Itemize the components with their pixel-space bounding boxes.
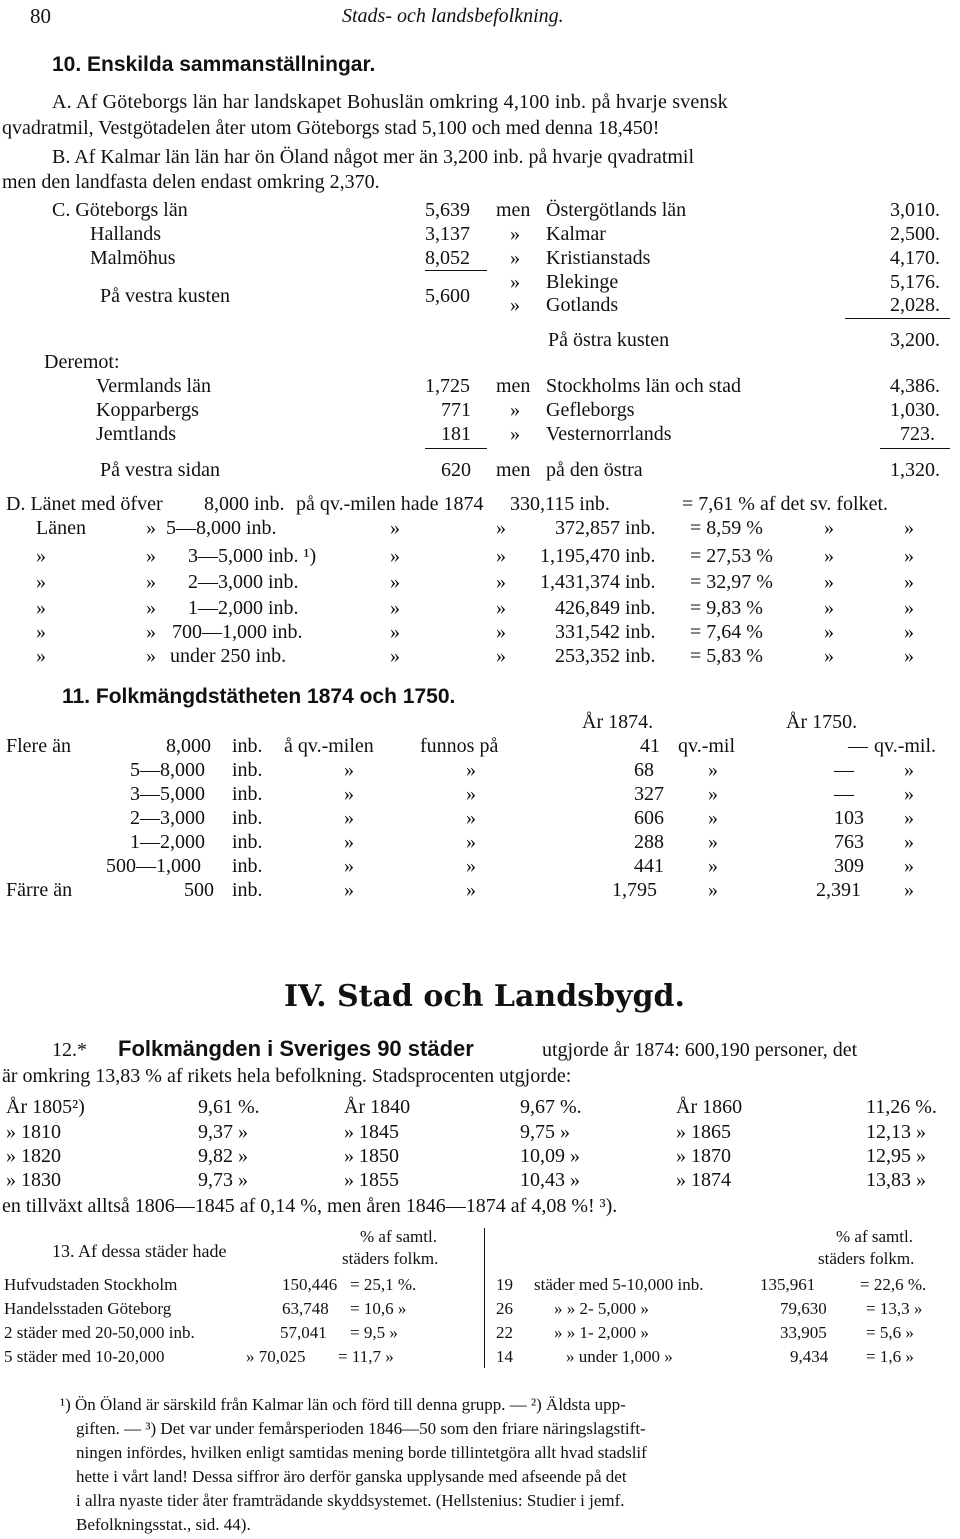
footnote-line: hette i vårt land! Dessa siffror äro derför ganska upplysande med afseende på det [76,1467,627,1486]
d-row-ditto: » [390,571,400,593]
city-group-count: 26 [496,1299,513,1318]
c-left-label: Hallands [90,223,162,245]
c-right-label: Östergötlands län [546,199,687,221]
row-unit: inb. [232,759,263,781]
value-1874: 327 [634,783,664,805]
d-row-range: 1—2,000 inb. [188,597,299,619]
d-row-percent: = 8,59 % [690,517,763,539]
d-row-percent: = 5,83 % [690,645,763,667]
year-percent: 12,95 » [866,1145,926,1167]
year-label: » 1820 [6,1145,61,1167]
unit-1750: » [904,783,914,805]
d-row-label: Länen [36,517,86,539]
d-row-percent: = 9,83 % [690,597,763,619]
c-left-label: Malmöhus [90,247,176,269]
value-1874: 1,795 [612,879,657,901]
d-right-value: 1,030. [890,399,940,421]
c-right-label: Kalmar [546,223,606,245]
d-row-ditto: » [36,621,46,643]
year-label: » 1850 [344,1145,399,1167]
unit-1874: » [708,807,718,829]
row-text: » [344,855,354,877]
c-right-value: 5,176. [890,271,940,293]
para-b-line2: men den landfasta delen endast omkring 2,370. [2,171,380,193]
value-1874: 41 [640,735,660,757]
row-text: » [344,783,354,805]
city-group-label: » » 2- 5,000 » [554,1299,649,1318]
row-unit: inb. [232,855,263,877]
unit-1874: » [708,783,718,805]
row-range: 1—2,000 [130,831,205,853]
unit-1750: » [904,831,914,853]
section-12-text: utgjorde år 1874: 600,190 personer, det [542,1039,858,1061]
city-group-label: » » 1- 2,000 » [554,1323,649,1342]
year-percent: 10,43 » [520,1169,580,1191]
d-row-range: under 250 inb. [170,645,287,667]
city-group-count: 14 [496,1347,513,1366]
year-label: År 1805²) [6,1096,85,1118]
sum-rule [845,318,950,319]
unit-1874: » [708,759,718,781]
d-row-population: 331,542 inb. [555,621,656,643]
value-1874: 288 [634,831,664,853]
city-group-population: 135,961 [760,1275,816,1294]
col-header-right: städers folkm. [818,1249,915,1268]
year-label: » 1865 [676,1121,731,1143]
c-right-prefix: » [510,271,520,293]
c-left-label: På vestra kusten [100,285,230,307]
unit-1750: » [904,759,914,781]
row-text: » [466,879,476,901]
value-1750: — [848,735,868,757]
running-title: Stads- och landsbefolkning. [342,5,564,27]
d-right-value: 1,320. [890,459,940,481]
unit-1750: » [904,807,914,829]
c-right-label: Blekinge [546,271,619,293]
row-text: » [344,831,354,853]
row-range: 3—5,000 [130,783,205,805]
d-row-ditto: » [390,545,400,567]
d-row-ditto: » [146,545,156,567]
city-group-population: 79,630 [780,1299,827,1318]
c-right-prefix: » [510,247,520,269]
d-right-prefix: men [496,459,531,481]
d-row-ditto: » [146,517,156,539]
d-row-ditto: » [496,571,506,593]
column-header-1874: År 1874. [582,711,654,733]
d-row-ditto: » [496,621,506,643]
row-range: 500—1,000 [106,855,201,877]
d-row-ditto: » [904,517,914,539]
page-number: 80 [30,4,51,28]
c-right-prefix: men [496,199,531,221]
city-group-population: 63,748 [282,1299,329,1318]
city-group-count: 22 [496,1323,513,1342]
d-row-ditto: » [904,545,914,567]
value-1750: 2,391 [816,879,861,901]
row-unit: inb. [232,831,263,853]
chapter-heading: IV. Stad och Landsbygd. [284,979,685,1014]
footnote-line: ¹) Ön Öland är särskild från Kalmar län och förd till denna grupp. — ²) Äldsta upp- [60,1395,626,1414]
para-b-line1: B. Af Kalmar län län har ön Öland något mer än 3,200 inb. på hvarje qvadratmil [52,146,695,168]
city-group-percent: = 13,3 » [866,1299,923,1318]
footnote-line: i allra nyaste tider åter framträdande skyddsystemet. (Hellstenius: Studier i jemf. [76,1491,625,1510]
row-range: 8,000 [166,735,211,757]
value-1750: — [834,783,854,805]
d-row-ditto: » [390,597,400,619]
d-row-ditto: » [904,621,914,643]
para-a-line2: qvadratmil, Vestgötadelen åter utom Göteborgs stad 5,100 och med denna 18,450! [2,117,660,139]
col-header-right: % af samtl. [836,1227,913,1246]
year-label: År 1860 [676,1096,743,1118]
d-right-prefix: » [510,399,520,421]
d-row-ditto: » [496,517,506,539]
c-right-prefix: » [510,223,520,245]
d-row-ditto: » [146,621,156,643]
city-group-percent: = 25,1 %. [350,1275,417,1294]
d-row-range: 8,000 inb. [204,493,285,515]
value-1874: 441 [634,855,664,877]
d-left-label: På vestra sidan [100,459,220,481]
d-row-percent: = 32,97 % [690,571,773,593]
d-row-label: D. Länet med öfver [6,493,163,515]
footnote-line: giften. — ³) Det var under femårsperioden 1846—50 som den friare näringslagstift- [76,1419,646,1438]
year-label: » 1830 [6,1169,61,1191]
d-row-ditto: » [904,571,914,593]
row-text: » [466,783,476,805]
d-row-population: 426,849 inb. [555,597,656,619]
city-group-label: 5 städer med 10-20,000 [4,1347,165,1366]
year-label: » 1855 [344,1169,399,1191]
city-group-percent: = 11,7 » [338,1347,394,1366]
year-percent: 9,67 %. [520,1096,582,1118]
value-1750: 309 [834,855,864,877]
c-left-label: C. Göteborgs län [52,199,188,221]
c-left-value: 5,600 [425,285,470,307]
row-text: » [344,807,354,829]
unit-1874: qv.-mil [678,735,736,757]
d-row-population: 1,431,374 inb. [540,571,656,593]
unit-1874: » [708,831,718,853]
d-right-label: på den östra [546,459,643,481]
city-group-population: 57,041 [280,1323,327,1342]
d-row-ditto: » [36,571,46,593]
d-row-percent: = 7,61 % af det sv. folket. [682,493,889,515]
row-range: 5—8,000 [130,759,205,781]
section-12-tail: en tillväxt alltså 1806—1845 af 0,14 %, men åren 1846—1874 af 4,08 %! ³). [2,1195,618,1217]
city-group-percent: = 9,5 » [350,1323,398,1342]
unit-1750: » [904,855,914,877]
column-header-1750: År 1750. [786,711,858,733]
d-row-range: 700—1,000 inb. [172,621,303,643]
city-group-label: städer med 5-10,000 inb. [534,1275,704,1294]
city-group-population: 9,434 [790,1347,829,1366]
c-right-value: 3,010. [890,199,940,221]
city-group-percent: = 1,6 » [866,1347,914,1366]
d-right-value: 4,386. [890,375,940,397]
city-group-label: 2 städer med 20-50,000 inb. [4,1323,195,1342]
d-row-population: 253,352 inb. [555,645,656,667]
c-left-value: 3,137 [425,223,470,245]
d-row-ditto: » [824,517,834,539]
row-text: » [344,759,354,781]
row-unit: inb. [232,807,263,829]
col-header-left: städers folkm. [342,1249,439,1268]
sum-rule [880,448,950,449]
d-row-ditto: » [824,621,834,643]
section-13-intro: 13. Af dessa städer hade [52,1241,227,1261]
d-row-ditto: » [904,597,914,619]
d-row-ditto: » [36,545,46,567]
d-left-label: Kopparbergs [96,399,199,421]
unit-1874: » [708,879,718,901]
row-text: » [466,831,476,853]
c-left-value: 8,052 [425,247,470,269]
c-right-prefix: » [510,294,520,316]
value-1874: 68 [634,759,654,781]
d-row-ditto: » [146,645,156,667]
d-left-label: Jemtlands [96,423,176,445]
section-10-title: 10. Enskilda sammanställningar. [52,53,376,76]
year-percent: 9,37 » [198,1121,248,1143]
d-row-range: 2—3,000 inb. [188,571,299,593]
d-row-ditto: » [146,597,156,619]
year-percent: 9,73 » [198,1169,248,1191]
para-a-line1: A. Af Göteborgs län har landskapet Bohuslän omkring 4,100 inb. på hvarje svensk [52,91,728,113]
city-group-label: Hufvudstaden Stockholm [4,1275,178,1294]
row-text: » [344,879,354,901]
d-right-label: Gefleborgs [546,399,635,421]
year-percent: 11,26 %. [866,1096,937,1118]
sum-rule [425,448,487,449]
city-group-percent: = 5,6 » [866,1323,914,1342]
unit-1750: qv.-mil. [874,735,937,757]
col-header-left: % af samtl. [360,1227,437,1246]
d-left-value: 181 [441,423,471,445]
row-unit: inb. [232,783,263,805]
d-right-prefix: men [496,375,531,397]
city-group-percent: = 10,6 » [350,1299,407,1318]
section-12-title: Folkmängden i Sveriges 90 städer [118,1036,474,1061]
d-row-ditto: » [824,597,834,619]
row-text: » [466,759,476,781]
row-text: å qv.-milen [284,735,374,757]
row-unit: inb. [232,735,263,757]
c-right-value: 4,170. [890,247,940,269]
c-right-value: 2,028. [890,294,940,316]
section-11-title: 11. Folkmängdstätheten 1874 och 1750. [62,685,456,708]
d-row-population: 1,195,470 inb. [540,545,656,567]
row-range: 2—3,000 [130,807,205,829]
c-left-value: 5,639 [425,199,470,221]
d-row-ditto: » [496,545,506,567]
sum-rule [425,270,487,271]
d-left-value: 1,725 [425,375,470,397]
row-text: » [466,855,476,877]
d-right-label: Stockholms län och stad [546,375,741,397]
year-percent: 9,75 » [520,1121,570,1143]
unit-1874: » [708,855,718,877]
d-left-value: 620 [441,459,471,481]
row-unit: inb. [232,879,263,901]
deremot-label: Deremot: [44,351,120,373]
d-row-ditto: » [36,597,46,619]
year-percent: 12,13 » [866,1121,926,1143]
city-group-count: 19 [496,1275,513,1294]
year-label: » 1810 [6,1121,61,1143]
d-right-prefix: » [510,423,520,445]
d-row-ditto: » [496,597,506,619]
footnote-line: ningen infördes, hvilken enligt samtidas mening borde tillintetgöra allt hvad stadslif [76,1443,647,1462]
value-1750: — [834,759,854,781]
unit-1750: » [904,879,914,901]
c-right-value: 3,200. [890,329,940,351]
d-row-ditto: » [904,645,914,667]
d-row-ditto: » [824,545,834,567]
d-left-label: Vermlands län [96,375,211,397]
footnote-line: Befolkningsstat., sid. 44). [76,1515,251,1534]
city-group-population: 150,446 [282,1275,338,1294]
d-row-percent: = 27,53 % [690,545,773,567]
year-percent: 13,83 » [866,1169,926,1191]
d-right-value: 723. [900,423,935,445]
c-right-label: Kristianstads [546,247,651,269]
d-row-ditto: » [496,645,506,667]
section-12-text: är omkring 13,83 % af rikets hela befolkning. Stadsprocenten utgjorde: [2,1065,572,1087]
year-label: » 1870 [676,1145,731,1167]
d-row-text: på qv.-milen hade 1874 [296,493,484,515]
d-right-label: Vesternorrlands [546,423,672,445]
value-1750: 103 [834,807,864,829]
year-percent: 9,82 » [198,1145,248,1167]
d-row-population: 330,115 inb. [510,493,610,515]
d-row-ditto: » [146,571,156,593]
row-text: » [466,807,476,829]
value-1874: 606 [634,807,664,829]
row-text: funnos på [420,735,499,757]
c-right-label: Gotlands [546,294,619,316]
d-row-population: 372,857 inb. [555,517,656,539]
d-row-range: 5—8,000 inb. [166,517,277,539]
year-label: År 1840 [344,1096,411,1118]
d-row-ditto: » [36,645,46,667]
d-row-ditto: » [390,645,400,667]
row-prefix: Flere än [6,735,71,757]
section-12-number: 12.* [52,1039,87,1061]
city-group-population: » 70,025 [246,1347,306,1366]
year-percent: 10,09 » [520,1145,580,1167]
d-row-ditto: » [824,645,834,667]
d-row-percent: = 7,64 % [690,621,763,643]
year-percent: 9,61 %. [198,1096,260,1118]
row-prefix: Färre än [6,879,73,901]
d-row-ditto: » [824,571,834,593]
d-row-range: 3—5,000 inb. ¹) [188,545,317,567]
city-group-label: » under 1,000 » [566,1347,673,1366]
c-right-label: På östra kusten [548,329,670,351]
city-group-label: Handelsstaden Göteborg [4,1299,172,1318]
c-right-value: 2,500. [890,223,940,245]
value-1750: 763 [834,831,864,853]
year-label: » 1845 [344,1121,399,1143]
year-label: » 1874 [676,1169,731,1191]
d-row-ditto: » [390,517,400,539]
d-row-ditto: » [390,621,400,643]
d-left-value: 771 [441,399,471,421]
city-group-population: 33,905 [780,1323,827,1342]
column-divider [484,1228,485,1368]
city-group-percent: = 22,6 %. [860,1275,927,1294]
row-range: 500 [184,879,214,901]
